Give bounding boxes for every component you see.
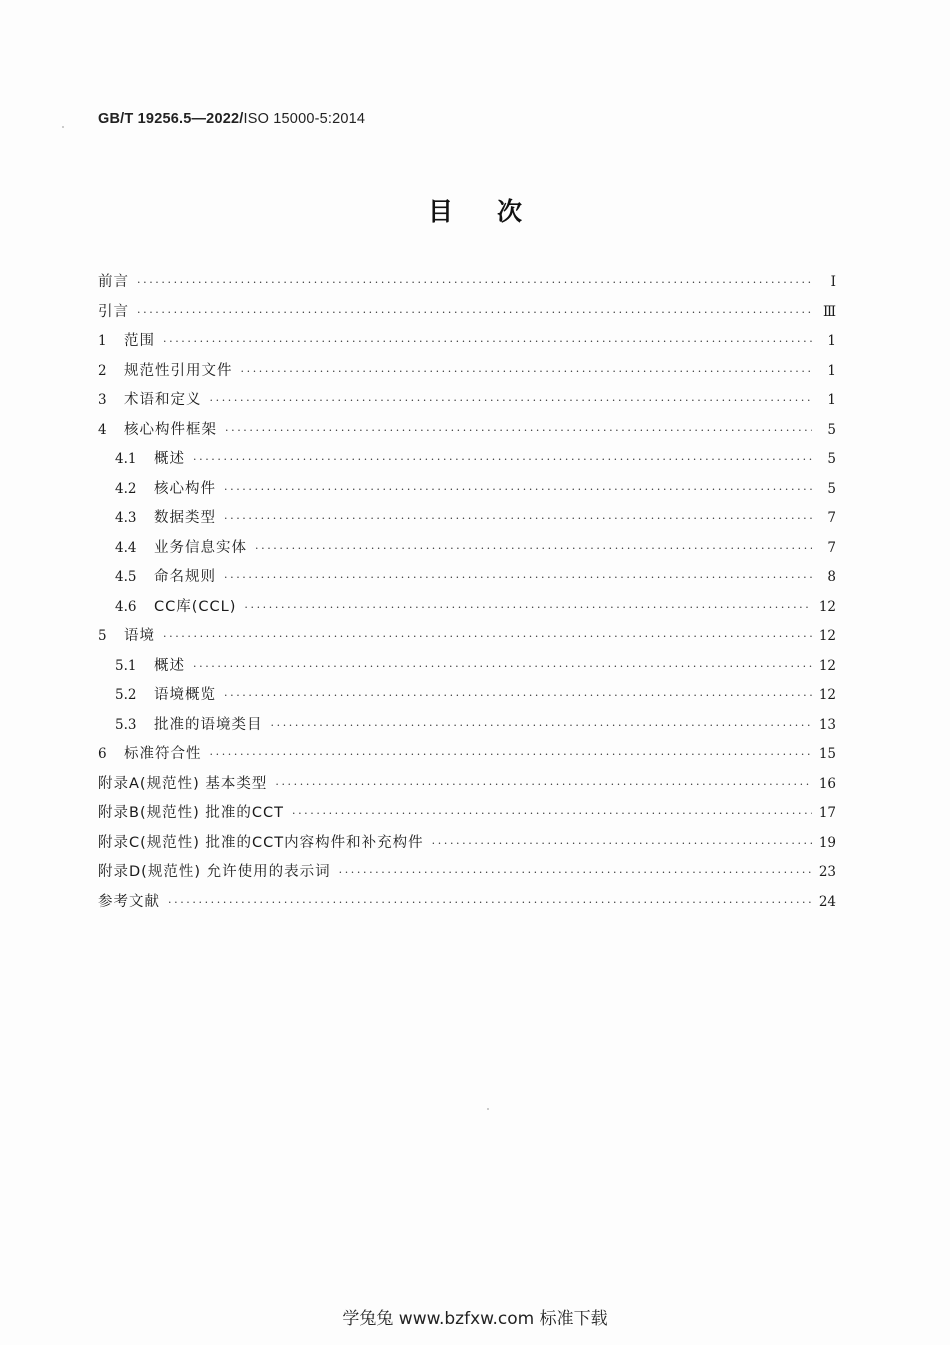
toc-entry-label: 附录C(规范性) 批准的CCT内容构件和补充构件 <box>98 834 424 851</box>
toc-entry-number: 4.2 <box>115 480 137 497</box>
toc-title: 目次 <box>427 197 566 226</box>
toc-entry-label: 概述 <box>154 657 185 674</box>
dot-leader <box>137 276 812 289</box>
toc-entry-label: 核心构件框架 <box>124 421 217 438</box>
toc-entry-number: 6 <box>98 746 107 762</box>
toc-entry[interactable] <box>98 536 836 566</box>
toc-entry-label: 规范性引用文件 <box>124 362 233 379</box>
toc-entry-page-number: 7 <box>827 510 836 526</box>
toc-entry-label: 标准符合性 <box>124 746 202 762</box>
toc-entry[interactable] <box>98 565 836 595</box>
toc-entry[interactable] <box>98 477 836 507</box>
toc-entry-page-number: 23 <box>818 864 836 880</box>
toc-entry-number: 4.3 <box>115 510 137 526</box>
toc-entry-label: 附录D(规范性) 允许使用的表示词 <box>98 864 331 880</box>
dot-leader <box>432 837 812 850</box>
toc-entry-page-number: 13 <box>818 716 836 733</box>
dot-leader <box>168 896 812 909</box>
toc-entry-number: 5.2 <box>115 687 137 703</box>
dot-leader <box>244 601 812 614</box>
standard-header <box>98 111 365 127</box>
dot-leader <box>255 542 812 555</box>
dot-leader <box>193 453 812 466</box>
toc-entry-page-number: 19 <box>818 834 836 851</box>
dot-leader <box>210 748 813 761</box>
toc-entry-page-number: 24 <box>818 893 836 910</box>
toc-entry-label: 范围 <box>124 333 155 349</box>
toc-entry[interactable] <box>98 300 836 330</box>
toc-entry-page-number: 12 <box>818 628 836 644</box>
dot-leader <box>163 630 812 643</box>
toc-entry-number: 4.1 <box>115 451 137 467</box>
toc-entry[interactable] <box>98 831 836 861</box>
toc-entry-page-number: 7 <box>827 539 836 556</box>
toc-entry-label: 业务信息实体 <box>154 539 247 556</box>
toc-entry-number: 2 <box>98 362 107 379</box>
toc-entry-label: 参考文献 <box>98 893 160 910</box>
dot-leader <box>225 424 812 437</box>
toc-entry-page-number: 12 <box>818 657 836 674</box>
dot-leader <box>193 660 812 673</box>
table-of-contents <box>98 270 836 919</box>
toc-entry[interactable] <box>98 742 836 772</box>
toc-entry[interactable] <box>98 418 836 448</box>
toc-entry[interactable] <box>98 595 836 625</box>
toc-entry-page-number: 12 <box>818 598 836 615</box>
toc-entry-page-number: 8 <box>827 569 836 585</box>
toc-entry[interactable] <box>98 860 836 890</box>
toc-entry-number: 1 <box>98 333 107 349</box>
toc-entry-number: 4.4 <box>115 539 137 556</box>
toc-entry-number: 4.5 <box>115 569 137 585</box>
toc-entry-label: 数据类型 <box>154 510 216 526</box>
toc-entry-page-number: 5 <box>827 451 836 467</box>
toc-entry-page-number: 5 <box>827 421 836 438</box>
scan-speck <box>62 126 64 128</box>
dot-leader <box>224 571 812 584</box>
toc-entry-number: 5.1 <box>115 657 137 674</box>
dot-leader <box>210 394 813 407</box>
toc-entry-label: 附录B(规范性) 批准的CCT <box>98 805 284 821</box>
toc-entry[interactable] <box>98 329 836 359</box>
toc-entry-number: 4 <box>98 421 107 438</box>
dot-leader <box>224 512 812 525</box>
toc-entry-label: CC库(CCL) <box>154 598 237 615</box>
toc-entry[interactable] <box>98 713 836 743</box>
footer-watermark: 学兔兔 www.bzfxw.com 标准下载 <box>342 1309 608 1329</box>
toc-entry-page-number: 12 <box>818 687 836 703</box>
dot-leader <box>241 365 813 378</box>
toc-entry[interactable] <box>98 654 836 684</box>
dot-leader <box>224 483 812 496</box>
toc-entry-page-number: 15 <box>818 746 836 762</box>
toc-entry[interactable] <box>98 270 836 300</box>
toc-entry-label: 术语和定义 <box>124 392 202 408</box>
toc-entry-label: 前言 <box>98 274 129 290</box>
toc-entry-number: 5 <box>98 628 107 644</box>
standard-number: GB/T 19256.5—2022/ <box>98 111 244 127</box>
toc-entry-label: 核心构件 <box>154 480 216 497</box>
toc-entry-page-number: 16 <box>818 775 836 792</box>
toc-entry-label: 语境 <box>124 628 155 644</box>
dot-leader <box>271 719 813 732</box>
toc-entry[interactable] <box>98 624 836 654</box>
toc-entry[interactable] <box>98 801 836 831</box>
toc-entry-page-number: Ⅲ <box>822 303 836 320</box>
toc-entry-number: 3 <box>98 392 107 408</box>
dot-leader <box>137 306 812 319</box>
toc-entry-page-number: 17 <box>818 805 836 821</box>
toc-entry-page-number: 1 <box>827 362 836 379</box>
toc-entry-label: 批准的语境类目 <box>154 716 263 733</box>
toc-entry[interactable] <box>98 683 836 713</box>
scan-speck <box>487 1108 489 1110</box>
toc-entry-page-number: 5 <box>827 480 836 497</box>
toc-entry-label: 语境概览 <box>154 687 216 703</box>
toc-entry[interactable] <box>98 890 836 920</box>
dot-leader <box>339 866 812 879</box>
toc-entry-label: 附录A(规范性) 基本类型 <box>98 775 268 792</box>
dot-leader <box>163 335 812 348</box>
toc-entry[interactable] <box>98 506 836 536</box>
toc-entry[interactable] <box>98 772 836 802</box>
toc-entry-page-number: Ⅰ <box>830 274 836 290</box>
toc-entry-label: 引言 <box>98 303 129 320</box>
toc-entry[interactable] <box>98 447 836 477</box>
toc-entry-page-number: 1 <box>827 392 836 408</box>
toc-entry-number: 4.6 <box>115 598 137 615</box>
dot-leader <box>292 807 812 820</box>
toc-entry-page-number: 1 <box>827 333 836 349</box>
dot-leader <box>224 689 812 702</box>
toc-entry[interactable] <box>98 359 836 389</box>
toc-entry-label: 命名规则 <box>154 569 216 585</box>
toc-entry[interactable] <box>98 388 836 418</box>
dot-leader <box>275 778 812 791</box>
toc-entry-label: 概述 <box>154 451 185 467</box>
iso-reference: ISO 15000-5:2014 <box>243 111 366 127</box>
toc-entry-number: 5.3 <box>115 716 137 733</box>
